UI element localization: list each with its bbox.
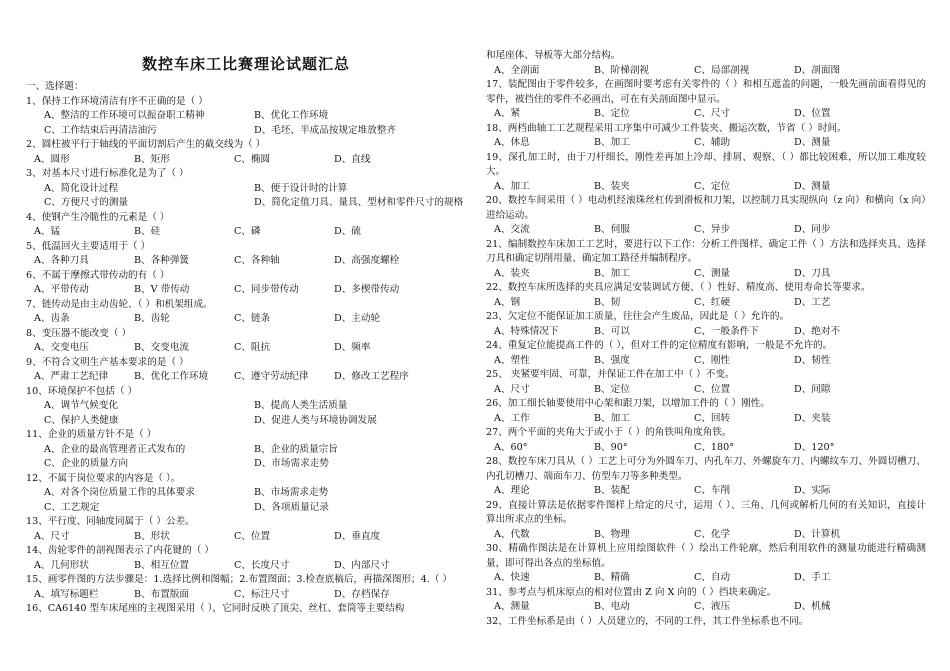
answer-option: B、优化工作环境 [134, 371, 209, 382]
answer-option: B、物理 [594, 528, 630, 540]
answer-option: D、硫 [334, 226, 361, 237]
question-text: 17、装配图由于零件较多，在画图时要考虑有关零件的（ ）和相互遮盖的问题，一般先画前面看得见的零件，被挡住的零件不必画出，可在有关剖面图中显示。 [486, 79, 926, 105]
answer-option: D、垂直度 [334, 530, 381, 542]
answer-option: A、各种刀具 [34, 255, 89, 266]
answer-option: C、各种轴 [234, 255, 280, 266]
answer-option: D、直线 [334, 153, 371, 165]
question-text: 18、两档曲轴工工艺规程采用工序集中可减少工件装夹、搬运次数，节省（ ）时间。 [486, 122, 847, 134]
option-row [26, 312, 466, 327]
answer-option: D、高强度螺栓 [334, 255, 400, 266]
answer-option: C、企业的质量方向 [44, 458, 129, 469]
question-item [486, 586, 926, 615]
answer-option: C、车削 [694, 485, 731, 496]
option-row [486, 354, 926, 369]
answer-option: C、链条 [234, 313, 271, 324]
option-row [486, 528, 926, 543]
option-row [26, 457, 466, 472]
answer-option: C、异步 [694, 224, 731, 235]
question-item [486, 194, 926, 238]
question-text: 28、数控车床刀具从（ ）工艺上可分为外圆车刀、内孔车刀、外螺旋车刀、内螺纹车刀、外圆切槽刀、内孔切槽刀、端面车刀、仿型车刀等多种类型。 [486, 456, 926, 482]
question-item [486, 122, 926, 151]
question-text: 22、数控车床所选择的夹具应满足安装调试方便、（ ）性好、精度高、使用寿命长等要求。 [486, 282, 871, 293]
answer-option: A、整洁的工作环境可以振奋职工精神 [44, 110, 205, 121]
answer-option: C、阻抗 [234, 342, 271, 353]
answer-option: D、间隙 [794, 383, 831, 395]
answer-option: C、同步带传动 [234, 284, 299, 295]
answer-option: D、修改工艺程序 [334, 371, 409, 382]
question-item [26, 269, 466, 298]
answer-option: C、定位 [694, 180, 731, 192]
answer-option: A、简化设计过程 [44, 182, 119, 194]
question-text: 25、 夹紧要牢固、可靠，并保证工件在加工中（ ）不变。 [486, 369, 735, 380]
answer-option: D、测量 [794, 180, 831, 192]
answer-option: C、方便尺寸的测量 [44, 197, 129, 208]
option-row [26, 588, 466, 603]
question-item [26, 385, 466, 429]
answer-option: B、阶梯剖视 [594, 64, 650, 76]
answer-option: A、对各个岗位质量工作的具体要求 [44, 487, 195, 498]
answer-option: A、装夹 [494, 267, 530, 279]
option-row [486, 64, 926, 79]
question-text: 26、加工细长轴要使用中心架和跟刀架，以增加工件的（ ）刚性。 [486, 398, 770, 409]
question-item [26, 95, 466, 139]
option-row [26, 559, 466, 574]
answer-option: B、定位 [594, 108, 630, 119]
answer-option: C、位置 [694, 383, 731, 395]
question-item [26, 327, 466, 356]
option-row [26, 254, 466, 269]
answer-option: A、理论 [494, 485, 530, 496]
answer-option: D、简化定值刀具、量具、型材和零件尺寸的规格 [254, 197, 464, 208]
answer-option: B、齿轮 [134, 313, 170, 324]
question-item [26, 211, 466, 240]
answer-option: B、加工 [594, 137, 630, 148]
option-row [486, 600, 926, 615]
answer-option: B、强度 [594, 354, 630, 366]
question-text: 19、深孔加工时，由于刀杆细长，刚性差再加上冷却、排屑、观察、（ ）都比较困难，所以加工难度较大。 [486, 151, 926, 177]
answer-option: A、测量 [494, 601, 530, 612]
answer-option: A、调节气候变化 [44, 400, 119, 411]
question-text: 12、不属于岗位要求的内容是（ ）。 [26, 472, 181, 484]
option-row [26, 283, 466, 298]
answer-option: C、自动 [694, 572, 731, 583]
answer-option: B、装配 [594, 485, 630, 496]
question-text: 13、平行度、同轴度同属于（ ）公差。 [26, 516, 195, 527]
answer-option: D、夹装 [794, 412, 831, 424]
question-text: 10、环境保护不包括（ ） [26, 385, 138, 397]
answer-option: A、尺寸 [34, 530, 70, 542]
question-text: 4、使钢产生冷脆性的元素是（ ） [26, 211, 170, 223]
answer-option: C、位置 [234, 530, 271, 542]
question-item [486, 281, 926, 310]
answer-option: D、频率 [334, 342, 371, 353]
section-heading: 一、选择题： [26, 81, 84, 92]
answer-option: D、实际 [794, 485, 831, 496]
page-title: 数控车床工比赛理论试题汇总 [141, 55, 350, 73]
answer-option: A、塑性 [494, 354, 530, 366]
answer-option: C、工艺规定 [44, 501, 100, 513]
question-text: 20、数控车间采用（ ）电动机经滚珠丝杠传到滑板和刀架，以控制刀具实现纵向（z 向）和横向（x 向）进给运动。 [486, 195, 926, 221]
answer-option: B、相互位置 [134, 559, 190, 571]
answer-option: A、快速 [494, 572, 530, 583]
answer-option: D、120° [794, 441, 835, 453]
answer-option: B、各种弹簧 [134, 255, 190, 266]
answer-option: D、工艺 [794, 296, 831, 308]
question-item [486, 151, 926, 195]
answer-option: D、剖面图 [794, 64, 841, 76]
answer-option: C、测量 [694, 267, 731, 279]
answer-option: A、代数 [494, 528, 530, 540]
answer-option: A、全剖面 [494, 64, 540, 76]
question-item [26, 602, 466, 617]
option-row [26, 182, 466, 197]
answer-option: A、工作 [494, 412, 530, 424]
question-text: 24、重复定位能提高工件的（ ），但对工件的定位精度有影响，一般是不允许的。 [486, 340, 833, 351]
option-row [486, 571, 926, 586]
answer-option: D、计算机 [794, 528, 841, 540]
answer-option: A、圆形 [34, 153, 70, 165]
question-text: 31、参考点与机床原点的相对位置由 Z 向 X 向的（ ）挡块来确定。 [486, 586, 777, 598]
question-item [26, 544, 466, 573]
option-row [26, 225, 466, 240]
option-row [486, 223, 926, 238]
question-item [486, 426, 926, 455]
question-item [486, 368, 926, 397]
answer-option: B、矩形 [134, 153, 170, 165]
question-text: 15、画零件图的方法步骤是：1.选择比例和图幅；2.布置图面；3.检查底稿后，再描深图形；4.（ ） [26, 574, 453, 585]
option-row [486, 296, 926, 311]
answer-option: B、90° [594, 441, 628, 453]
question-text: 21、编制数控车床加工工艺时，要进行以下工作：分析工件图样、确定工件（ ）方法和选择夹具、选择刀具和确定切削用量、确定加工路径并编制程序。 [486, 238, 926, 264]
question-item [486, 615, 926, 630]
question-item [486, 397, 926, 426]
answer-option: D、同步 [794, 224, 831, 235]
question-item [486, 78, 926, 122]
question-text: 32、工件坐标系是由（ ）人员建立的，不同的工件，其工件坐标系也不同。 [486, 615, 809, 627]
question-item [486, 310, 926, 339]
answer-option: D、各项质量记录 [254, 501, 329, 513]
option-row [26, 196, 466, 211]
answer-option: C、椭圆 [234, 153, 271, 165]
question-text: 3、对基本尺寸进行标准化是为了（ ） [26, 168, 189, 179]
answer-option: A、尺寸 [494, 383, 530, 395]
answer-option: B、伺服 [594, 224, 630, 235]
answer-option: D、市场需求走势 [254, 458, 329, 469]
right-column [486, 0, 926, 629]
answer-option: B、精确 [594, 572, 630, 583]
answer-option: C、180° [694, 441, 735, 453]
question-item [486, 238, 926, 282]
question-item [26, 428, 466, 472]
option-row [486, 484, 926, 499]
answer-option: B、市场需求走势 [254, 487, 329, 498]
option-row [486, 383, 926, 398]
option-row [26, 124, 466, 139]
answer-option: A、交变电压 [34, 342, 89, 353]
answer-option: C、标注尺寸 [234, 588, 290, 600]
question-text: 23、欠定位不能保证加工质量，往往会产生废品，因此是（ ）允许的。 [486, 311, 790, 322]
answer-option: A、锰 [34, 226, 61, 237]
answer-option: A、严肃工艺纪律 [34, 371, 109, 382]
answer-option: B、提高人类生活质量 [254, 400, 348, 411]
answer-option: B、加工 [594, 412, 630, 424]
answer-option: A、平带传动 [34, 284, 89, 295]
answer-option: D、刀具 [794, 267, 831, 279]
option-row [486, 136, 926, 151]
option-row [26, 414, 466, 429]
option-row [26, 399, 466, 414]
answer-option: A、休息 [494, 137, 530, 148]
answer-option: A、特殊情况下 [494, 325, 559, 337]
answer-option: C、辅助 [694, 137, 731, 148]
option-row [26, 486, 466, 501]
answer-option: C、尺寸 [694, 108, 731, 119]
answer-option: D、促进人类与环境协调发展 [254, 414, 377, 426]
answer-option: D、机械 [794, 601, 831, 612]
answer-option: D、存档保存 [334, 588, 390, 600]
option-row [26, 443, 466, 458]
answer-option: B、韧 [594, 296, 621, 308]
answer-option: D、手工 [794, 572, 831, 583]
question-text: 6、不属于摩擦式带传动的有（ ） [26, 269, 170, 281]
option-row [26, 501, 466, 516]
answer-option: B、加工 [594, 267, 630, 279]
question-item [26, 167, 466, 211]
question-text: 7、链传动是由主动齿轮、（ ）和机架组成。 [26, 298, 213, 310]
answer-option: B、布置版面 [134, 588, 190, 600]
answer-option: C、化学 [694, 528, 731, 540]
question-item [26, 138, 466, 167]
answer-option: D、内部尺寸 [334, 559, 390, 571]
answer-option: C、一般条件下 [694, 325, 759, 337]
question-item [486, 49, 926, 78]
question-item [26, 515, 466, 544]
option-row [486, 441, 926, 456]
answer-option: C、遵守劳动纪律 [234, 371, 309, 382]
answer-option: C、刚性 [694, 354, 731, 366]
answer-option: D、位置 [794, 108, 831, 119]
answer-option: A、紧 [494, 108, 521, 119]
answer-option: C、红硬 [694, 296, 731, 308]
question-text: 27、两个平面的夹角大于或小于（ ）的角铁叫角度角铁。 [486, 427, 732, 438]
question-item [26, 356, 466, 385]
answer-option: B、定位 [594, 383, 630, 395]
answer-option: B、可以 [594, 325, 630, 337]
answer-option: A、几何形状 [34, 559, 89, 571]
answer-option: D、韧性 [794, 354, 831, 366]
answer-option: A、企业的最高管理者正式发布的 [44, 443, 186, 455]
option-row [486, 180, 926, 195]
answer-option: A、60° [494, 441, 528, 453]
answer-option: C、保护人类健康 [44, 414, 119, 426]
option-row [26, 341, 466, 356]
answer-option: B、硅 [134, 226, 161, 237]
question-item [486, 542, 926, 586]
answer-option: B、电动 [594, 601, 630, 612]
question-text: 9、不符合文明生产基本要求的是（ ） [26, 356, 189, 368]
option-row [26, 530, 466, 545]
question-text: 和尾座体、导板等大部分结构。 [486, 50, 621, 61]
answer-option: C、局部剖视 [694, 64, 750, 76]
answer-option: A、交流 [494, 224, 530, 235]
answer-option: A、钢 [494, 296, 521, 308]
option-row [486, 325, 926, 340]
answer-option: B、V 带传动 [134, 284, 190, 295]
answer-option: B、交变电流 [134, 342, 190, 353]
answer-option: A、齿条 [34, 313, 70, 324]
question-item [26, 573, 466, 602]
option-row [26, 109, 466, 124]
answer-option: A、填写标题栏 [34, 588, 99, 600]
answer-option: B、优化工作环境 [254, 110, 329, 121]
answer-option: D、绝对不 [794, 325, 841, 337]
option-row [26, 153, 466, 168]
question-item [26, 240, 466, 269]
option-row [486, 107, 926, 122]
question-item [26, 298, 466, 327]
option-row [26, 370, 466, 385]
left-column [26, 0, 466, 617]
question-text: 29、直接计算法是依据零件图样上给定的尺寸，运用（ ）、三角、几何或解析几何的有关知识，直接计算出所求点的坐标。 [486, 499, 926, 525]
question-text: 16、CA6140 型车床尾座的主视图采用（ ），它同时反映了顶尖、丝杠、套筒等主要结构 [26, 603, 405, 614]
answer-option: B、便于设计时的计算 [254, 182, 348, 194]
question-text: 8、变压器不能改变（ ） [26, 327, 132, 339]
answer-option: C、长度尺寸 [234, 559, 290, 571]
question-text: 5、低温回火主要适用于（ ） [26, 240, 151, 252]
answer-option: C、回转 [694, 412, 731, 424]
question-text: 2、圆柱被平行于轴线的平面切割后产生的截交线为（ ） [26, 139, 266, 150]
answer-option: C、液压 [694, 601, 731, 612]
answer-option: A、加工 [494, 180, 530, 192]
question-item [486, 455, 926, 499]
answer-option: B、企业的质量宗旨 [254, 443, 338, 455]
option-row [486, 412, 926, 427]
question-text: 1、保持工作环境清洁有序不正确的是（ ） [26, 95, 208, 107]
question-text: 30、精确作图法是在计算机上应用绘图软件（ ）绘出工件轮廓，然后利用软件的测量功能进行精确测量，即可得出各点的坐标值。 [486, 543, 926, 569]
answer-option: D、主动轮 [334, 313, 381, 324]
answer-option: C、工作结束后再清洁油污 [44, 124, 157, 136]
answer-option: B、形状 [134, 530, 170, 542]
question-text: 11、企业的质量方针不是（ ） [26, 429, 157, 440]
answer-option: D、测量 [794, 137, 831, 148]
question-item [486, 339, 926, 368]
option-row [486, 267, 926, 282]
answer-option: B、装夹 [594, 180, 630, 192]
question-item [26, 472, 466, 516]
answer-option: D、多楔带传动 [334, 284, 400, 295]
question-text: 14、齿轮零件的剖视图表示了内花键的（ ） [26, 545, 214, 556]
question-item [486, 499, 926, 543]
answer-option: D、毛坯、半成品按规定堆放整齐 [254, 124, 397, 136]
answer-option: C、磷 [234, 226, 261, 237]
